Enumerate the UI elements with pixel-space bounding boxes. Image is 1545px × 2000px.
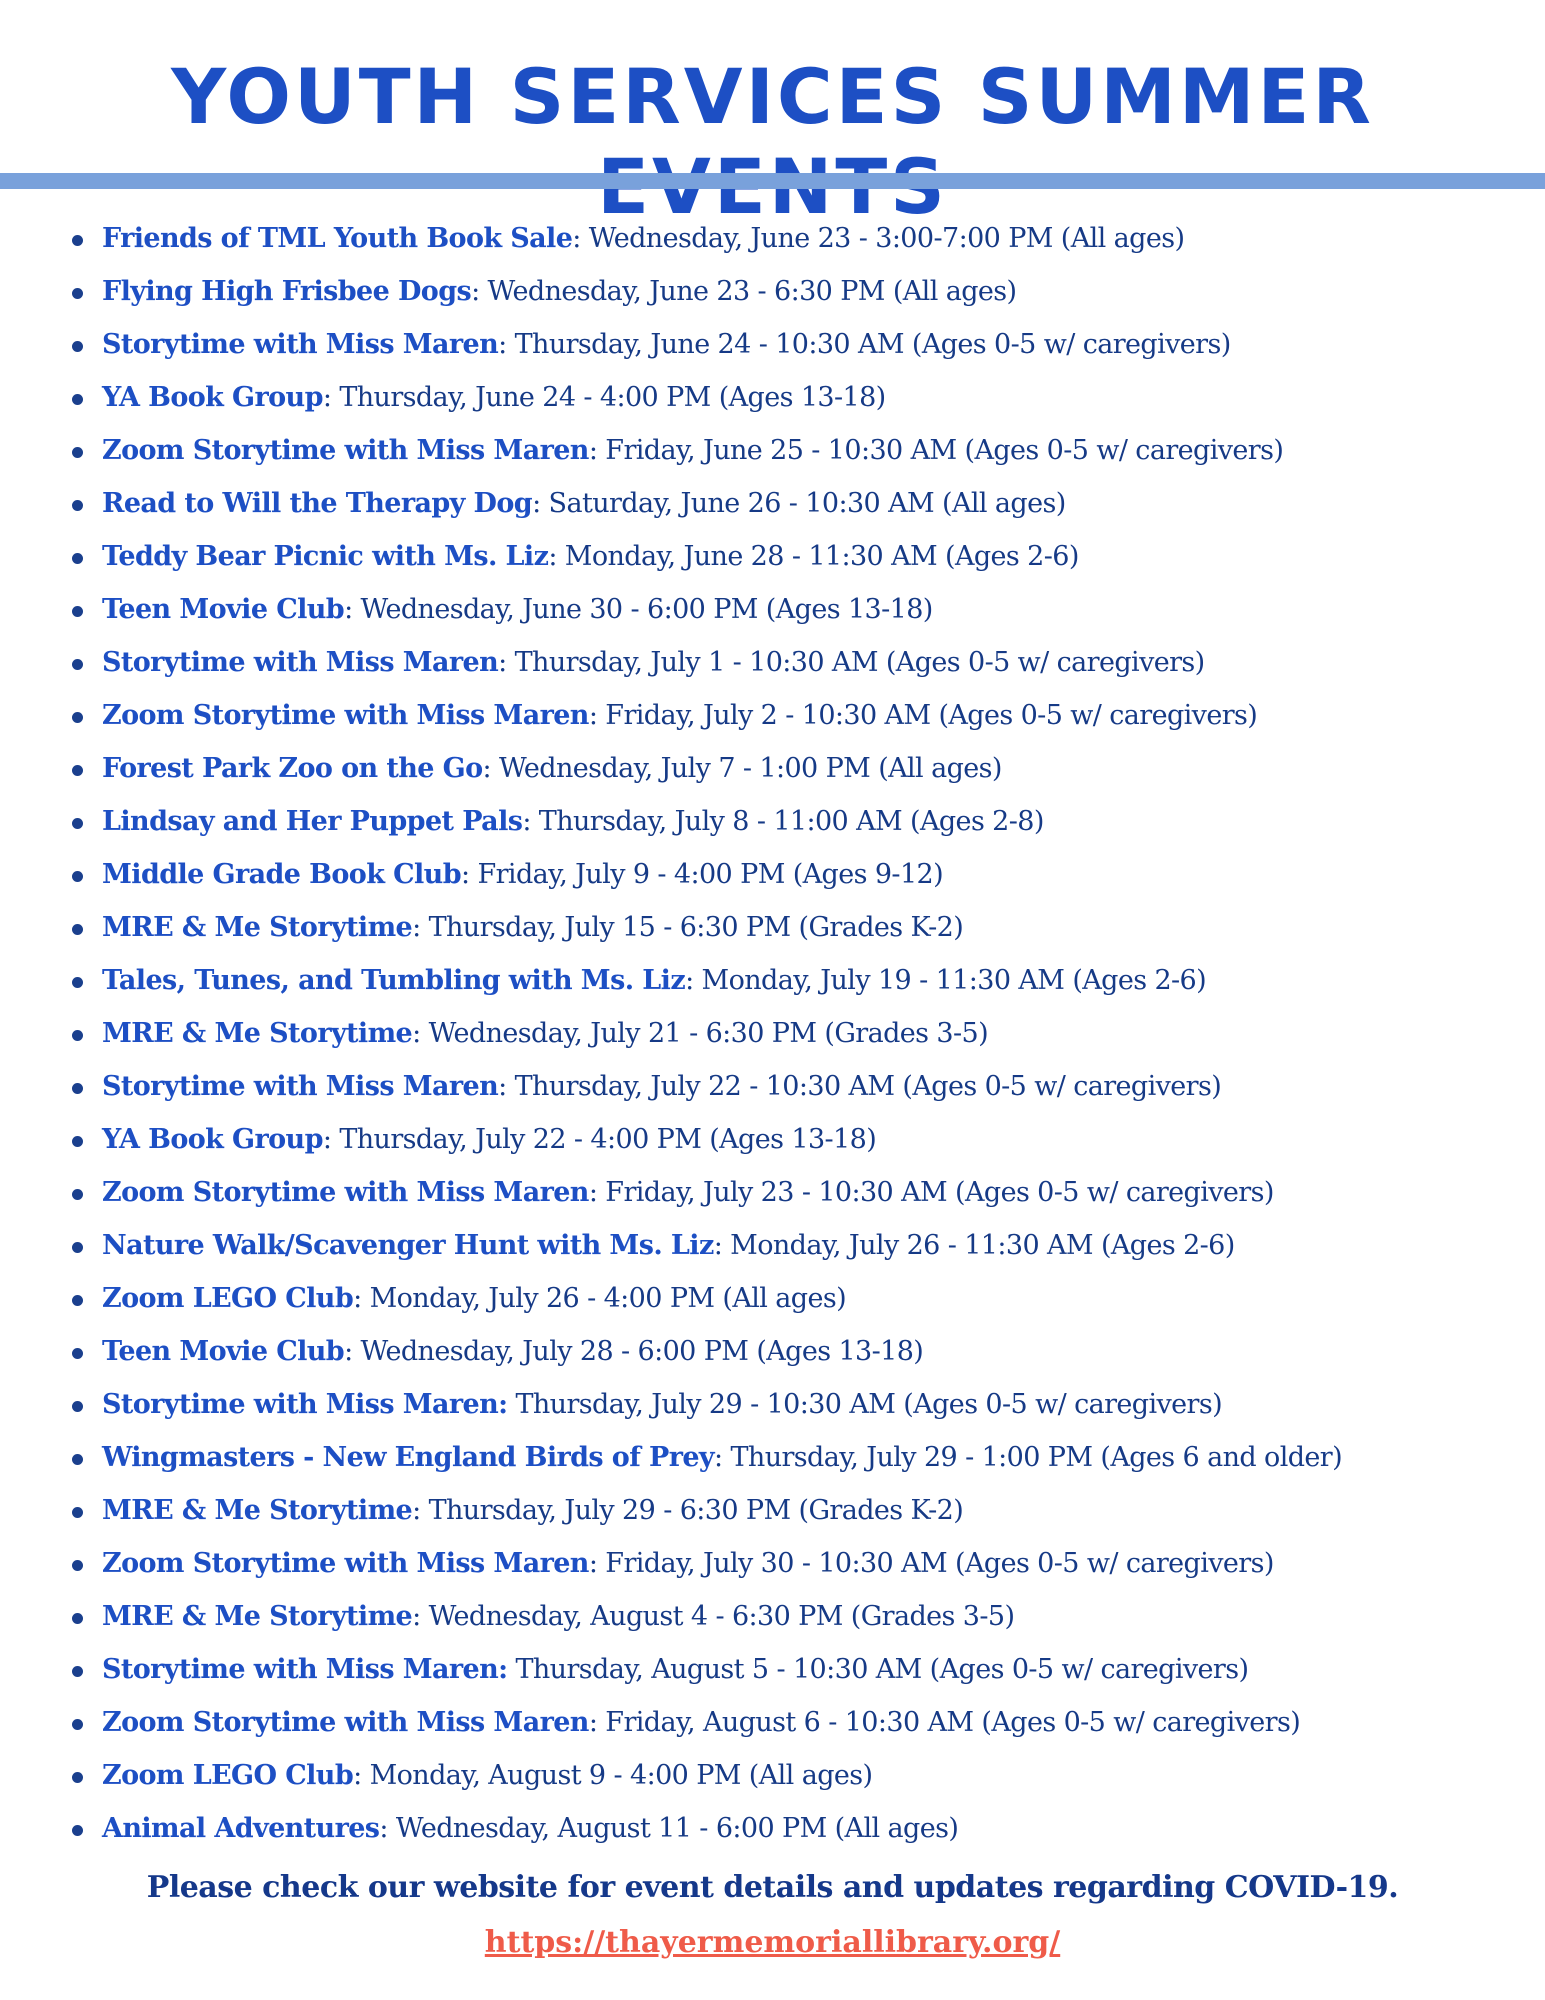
event-item — [72, 1590, 1522, 1643]
event-separator: : — [322, 1124, 332, 1155]
event-item — [72, 530, 1522, 583]
event-separator: : — [482, 753, 491, 784]
event-separator: : — [322, 382, 332, 413]
event-name: Lindsay and Her Puppet Pals — [102, 806, 523, 837]
event-details: Thursday, July 29 - 6:30 PM (Grades K-2) — [420, 1495, 964, 1526]
event-name: Storytime with Miss Maren — [102, 647, 499, 678]
event-separator: : — [588, 700, 598, 731]
event-separator: : — [460, 859, 470, 890]
event-item — [72, 1749, 1522, 1802]
event-separator: : — [379, 1813, 388, 1844]
title-divider — [0, 173, 1545, 189]
event-name: Wingmasters - New England Birds of Prey — [102, 1442, 715, 1473]
event-details: Wednesday, July 7 - 1:00 PM (All ages) — [491, 753, 1002, 784]
event-name: Zoom Storytime with Miss Maren — [102, 1177, 589, 1208]
event-details: Wednesday, June 30 - 6:00 PM (Ages 13-18) — [352, 594, 933, 625]
event-name: Zoom Storytime with Miss Maren — [102, 700, 589, 731]
event-name: Teen Movie Club — [102, 594, 345, 625]
event-item — [72, 636, 1522, 689]
event-separator: : — [685, 965, 694, 996]
event-item — [72, 689, 1522, 742]
event-item — [72, 265, 1522, 318]
event-name: Friends of TML Youth Book Sale — [102, 223, 573, 254]
event-separator: : — [353, 1283, 362, 1314]
event-separator: : — [588, 1177, 598, 1208]
event-name: Nature Walk/Scavenger Hunt with Ms. Liz — [102, 1230, 714, 1261]
event-name: Tales, Tunes, and Tumbling with Ms. Liz — [102, 965, 686, 996]
event-separator: : — [572, 223, 581, 254]
event-item — [72, 212, 1522, 265]
event-item — [72, 371, 1522, 424]
event-name: Forest Park Zoo on the Go — [102, 753, 483, 784]
event-name: Zoom Storytime with Miss Maren — [102, 435, 589, 466]
event-name: Zoom Storytime with Miss Maren — [102, 1707, 589, 1738]
event-separator: : — [498, 329, 507, 360]
event-name: Storytime with Miss Maren: — [102, 1389, 508, 1420]
event-item — [72, 1166, 1522, 1219]
event-details: Thursday, July 29 - 10:30 AM (Ages 0-5 w/ caregivers) — [507, 1389, 1223, 1420]
event-list — [72, 212, 1522, 1855]
event-item — [72, 477, 1522, 530]
event-details: Wednesday, July 21 - 6:30 PM (Grades 3-5) — [420, 1018, 989, 1049]
event-name: Flying High Frisbee Dogs — [102, 276, 472, 307]
event-item — [72, 1007, 1522, 1060]
event-separator: : — [714, 1442, 723, 1473]
event-item — [72, 1272, 1522, 1325]
event-separator: : — [498, 1071, 507, 1102]
event-details: Wednesday, August 11 - 6:00 PM (All ages) — [387, 1813, 959, 1844]
event-separator: : — [471, 276, 480, 307]
event-name: YA Book Group — [102, 1124, 323, 1155]
event-separator: : — [412, 1495, 421, 1526]
event-separator: : — [412, 1018, 421, 1049]
event-separator: : — [412, 912, 421, 943]
event-item — [72, 742, 1522, 795]
event-name: MRE & Me Storytime — [102, 912, 413, 943]
event-separator: : — [588, 1707, 598, 1738]
event-name: Storytime with Miss Maren — [102, 329, 499, 360]
event-details: Monday, June 28 - 11:30 AM (Ages 2-6) — [556, 541, 1079, 572]
event-name: MRE & Me Storytime — [102, 1601, 413, 1632]
website-link[interactable]: https://thayermemoriallibrary.org/ — [484, 1925, 1061, 1960]
event-details: Thursday, July 22 - 4:00 PM (Ages 13-18) — [331, 1124, 877, 1155]
event-item — [72, 901, 1522, 954]
event-details: Saturday, June 26 - 10:30 AM (All ages) — [540, 488, 1066, 519]
event-item — [72, 583, 1522, 636]
event-details: Friday, July 30 - 10:30 AM (Ages 0-5 w/ caregivers) — [597, 1548, 1274, 1579]
event-item — [72, 318, 1522, 371]
event-name: Zoom LEGO Club — [102, 1283, 354, 1314]
event-item — [72, 424, 1522, 477]
event-details: Thursday, June 24 - 4:00 PM (Ages 13-18) — [331, 382, 886, 413]
event-details: Monday, July 19 - 11:30 AM (Ages 2-6) — [693, 965, 1207, 996]
event-name: Animal Adventures — [102, 1813, 380, 1844]
event-details: Wednesday, July 28 - 6:00 PM (Ages 13-18) — [352, 1336, 924, 1367]
event-separator: : — [344, 594, 353, 625]
event-details: Thursday, July 1 - 10:30 AM (Ages 0-5 w/ caregivers) — [506, 647, 1205, 678]
event-details: Thursday, July 15 - 6:30 PM (Grades K-2) — [420, 912, 964, 943]
event-separator: : — [498, 647, 507, 678]
event-item — [72, 1537, 1522, 1590]
footer-note: Please check our website for event details and updates regarding COVID-19. — [146, 1870, 1399, 1905]
event-details: Thursday, June 24 - 10:30 AM (Ages 0-5 w/ caregivers) — [506, 329, 1231, 360]
event-name: Storytime with Miss Maren: — [102, 1654, 508, 1685]
event-item — [72, 1060, 1522, 1113]
event-details: Friday, June 25 - 10:30 AM (Ages 0-5 w/ caregivers) — [597, 435, 1284, 466]
event-details: Friday, July 23 - 10:30 AM (Ages 0-5 w/ caregivers) — [597, 1177, 1274, 1208]
event-name: Zoom LEGO Club — [102, 1760, 354, 1791]
event-item — [72, 1643, 1522, 1696]
event-separator: : — [353, 1760, 362, 1791]
event-details: Monday, August 9 - 4:00 PM (All ages) — [361, 1760, 873, 1791]
event-details: Wednesday, August 4 - 6:30 PM (Grades 3-5) — [420, 1601, 1015, 1632]
event-name: Teen Movie Club — [102, 1336, 345, 1367]
event-separator: : — [412, 1601, 421, 1632]
event-item — [72, 848, 1522, 901]
event-item — [72, 795, 1522, 848]
event-name: Storytime with Miss Maren — [102, 1071, 499, 1102]
event-separator: : — [344, 1336, 353, 1367]
event-item — [72, 1484, 1522, 1537]
event-item — [72, 1219, 1522, 1272]
event-details: Thursday, July 8 - 11:00 AM (Ages 2-8) — [530, 806, 1044, 837]
event-item — [72, 1113, 1522, 1166]
event-item — [72, 1431, 1522, 1484]
event-item — [72, 1325, 1522, 1378]
event-details: Monday, July 26 - 4:00 PM (All ages) — [361, 1283, 847, 1314]
event-details: Wednesday, June 23 - 3:00-7:00 PM (All ages) — [580, 223, 1185, 254]
event-details: Thursday, August 5 - 10:30 AM (Ages 0-5 w/ caregivers) — [507, 1654, 1249, 1685]
event-item — [72, 1802, 1522, 1855]
event-name: MRE & Me Storytime — [102, 1495, 413, 1526]
event-details: Monday, July 26 - 11:30 AM (Ages 2-6) — [722, 1230, 1235, 1261]
event-separator: : — [588, 1548, 598, 1579]
event-details: Thursday, July 29 - 1:00 PM (Ages 6 and older) — [722, 1442, 1343, 1473]
page-title: YOUTH SERVICES SUMMER — [171, 52, 1374, 141]
event-separator: : — [532, 488, 541, 519]
event-name: Read to Will the Therapy Dog — [102, 488, 533, 519]
event-separator: : — [713, 1230, 723, 1261]
event-details: Friday, July 9 - 4:00 PM (Ages 9-12) — [469, 859, 944, 890]
event-details: Thursday, July 22 - 10:30 AM (Ages 0-5 w/ caregivers) — [506, 1071, 1222, 1102]
event-details: Wednesday, June 23 - 6:30 PM (All ages) — [479, 276, 1017, 307]
event-name: Teddy Bear Picnic with Ms. Liz — [102, 541, 549, 572]
event-name: MRE & Me Storytime — [102, 1018, 413, 1049]
event-name: YA Book Group — [102, 382, 323, 413]
event-item — [72, 1696, 1522, 1749]
event-separator: : — [522, 806, 531, 837]
event-name: Middle Grade Book Club — [102, 859, 461, 890]
event-details: Friday, August 6 - 10:30 AM (Ages 0-5 w/ caregivers) — [597, 1707, 1301, 1738]
event-separator: : — [588, 435, 598, 466]
event-item — [72, 1378, 1522, 1431]
event-details: Friday, July 2 - 10:30 AM (Ages 0-5 w/ caregivers) — [597, 700, 1258, 731]
event-name: Zoom Storytime with Miss Maren — [102, 1548, 589, 1579]
event-separator: : — [548, 541, 557, 572]
event-item — [72, 954, 1522, 1007]
